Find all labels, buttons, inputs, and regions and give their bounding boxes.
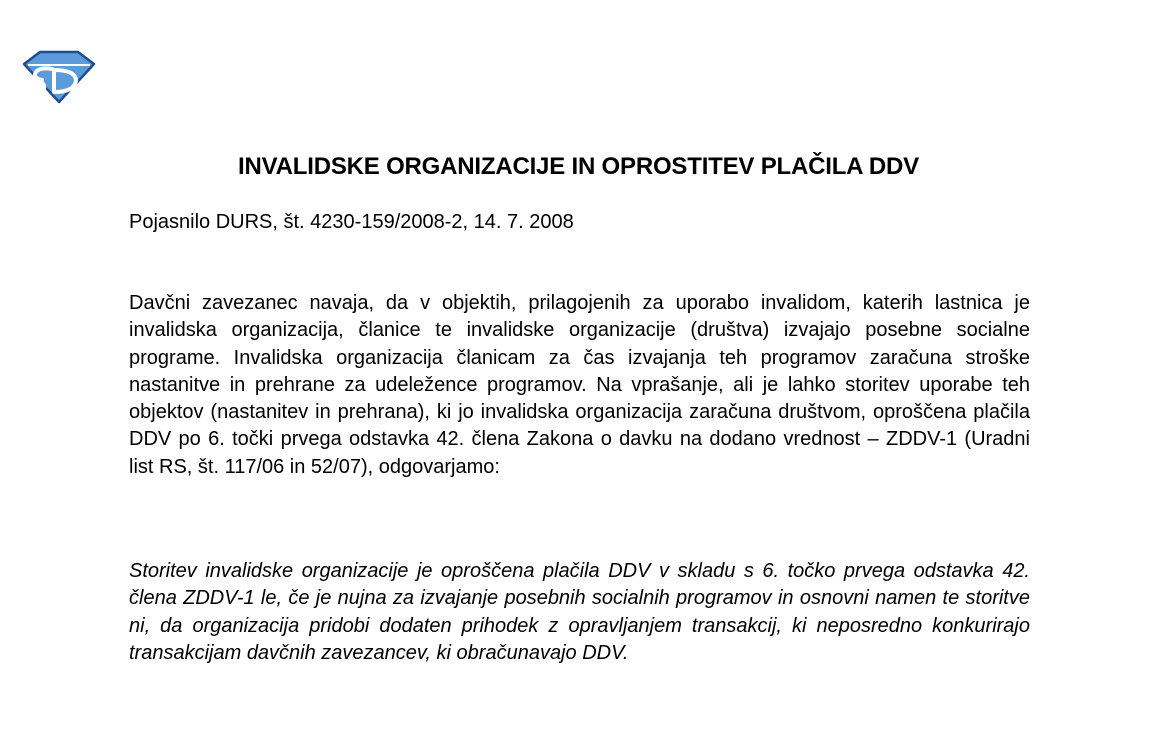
answer-paragraph: Storitev invalidske organizacije je oproščena plačila DDV v skladu s 6. točko prvega odstavka 42. člena ZDDV-1 le, če je nujna za izvajanje posebnih socialnih programov in osnovni namen te storitve ni, da organizacija pridobi dodaten prihodek z opravljanjem transakcij, ki neposredno konkurirajo transakcijam davčnih zavezancev, ki obračunavajo DDV. — [129, 560, 1030, 664]
document-title: INVALIDSKE ORGANIZACIJE IN OPROSTITEV PLAČILA DDV — [238, 153, 919, 180]
sd-logo-icon — [22, 50, 96, 104]
document-reference: Pojasnilo DURS, št. 4230-159/2008-2, 14. 7. 2008 — [129, 211, 574, 233]
question-paragraph: Davčni zavezanec navaja, da v objektih, prilagojenih za uporabo invalidom, katerih lastnica je invalidska organizacija, članice te invalidske organizacije (društva) izvajajo posebne socialne programe. Invalidska organizacija članicam za čas izvajanja teh programov zaračuna stroške nastanitve in prehrane za udeležence programov. Na vprašanje, ali je lahko storitev uporabe teh objektov (nastanitev in prehrana), ki jo invalidska organizacija zaračuna društvom, oproščena plačila DDV po 6. točki prvega odstavka 42. člena Zakona o davku na dodano vrednost – ZDDV-1 (Uradni list RS, št. 117/06 in 52/07), odgovarjamo: — [129, 292, 1030, 478]
